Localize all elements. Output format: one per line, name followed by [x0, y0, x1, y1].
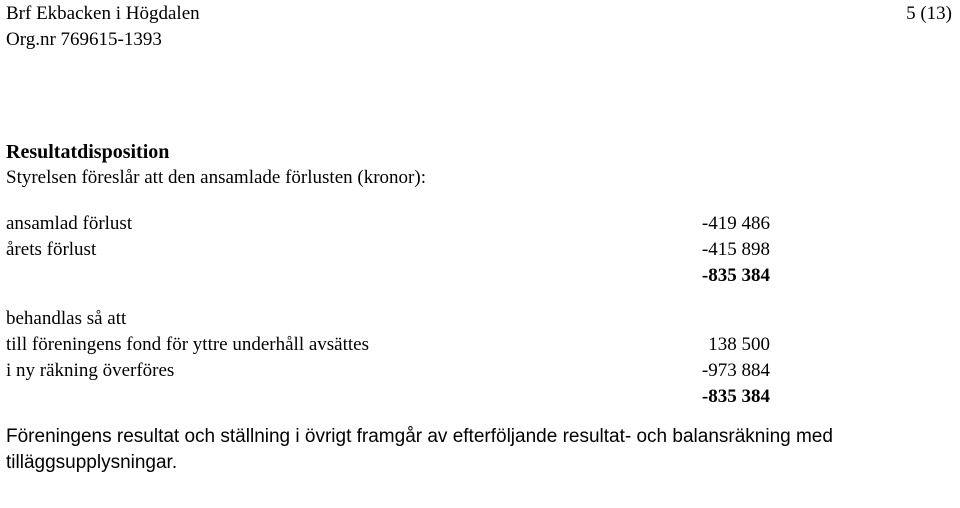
line-item-amount: -415 898: [701, 239, 770, 260]
document-header: [6, 1, 200, 53]
line-item: [6, 211, 946, 237]
allocation-row: [6, 332, 946, 358]
allocation-label: till föreningens fond för yttre underhåll avsättes: [6, 334, 370, 355]
handling-row: [6, 306, 946, 332]
total-amount: -835 384: [701, 386, 770, 407]
subtotal-row: [6, 263, 946, 289]
allocation-row: [6, 358, 946, 384]
total-row: [6, 384, 946, 410]
page-number: 5 (13): [906, 3, 952, 24]
organization-name: Brf Ekbacken i Högdalen: [6, 3, 200, 24]
closing-statement: Föreningens resultat och ställning i övrigt framgår av efterföljande resultat- och balansräkning med tilläggsupplysningar.: [6, 426, 833, 473]
allocation-label: i ny räkning överföres: [6, 360, 175, 381]
line-item-label: årets förlust: [6, 239, 97, 260]
line-item-amount: -419 486: [701, 213, 770, 234]
allocation-amount: -973 884: [701, 360, 770, 381]
line-item-label: ansamlad förlust: [6, 213, 133, 234]
section-intro: Styrelsen föreslår att den ansamlade förlusten (kronor):: [6, 167, 426, 188]
handling-label: behandlas så att: [6, 308, 127, 329]
subtotal-amount: -835 384: [701, 265, 770, 286]
line-item: [6, 237, 946, 263]
section-heading: Resultatdisposition: [6, 141, 170, 163]
organization-number: Org.nr 769615-1393: [6, 29, 162, 50]
allocation-amount: 138 500: [708, 334, 770, 355]
result-disposition-section: [6, 139, 946, 476]
